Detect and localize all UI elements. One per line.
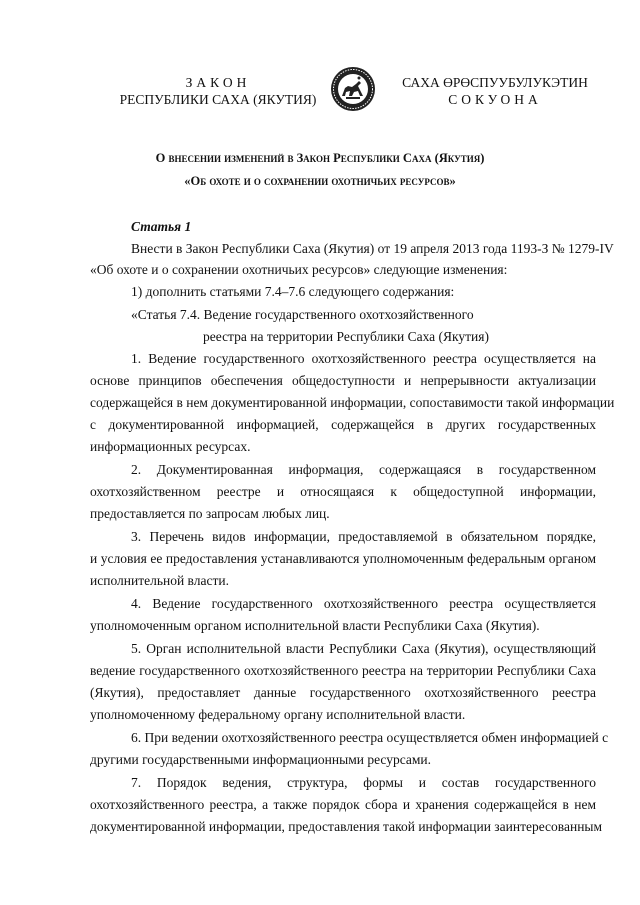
text-line: уполномоченным органом исполнительной власти Республики Саха (Якутия). [90, 618, 540, 633]
text-line: (Якутия), предоставляет данные государственного охотхозяйственного реестра [90, 685, 596, 700]
text-line: охотхозяйственного реестра, а также порядок сбора и хранения содержащейся в нем [90, 797, 596, 812]
text-line: 2. Документированная информация, содержащаяся в государственном [131, 462, 596, 477]
text-line: другими государственными информационными ресурсами. [90, 752, 432, 767]
text-line: «Статья 7.4. Ведение государственного охотхозяйственного [131, 307, 474, 322]
header-left [118, 74, 318, 108]
text-line: информационных ресурсах. [90, 439, 251, 454]
text-line: 7. Порядок ведения, структура, формы и состав государственного [131, 775, 596, 790]
text-line: охотхозяйственном реестре и относящаяся к общедоступной информации, [90, 484, 596, 499]
document-title-line2: «Об охоте и о сохранении охотничьих ресурсов» [184, 174, 456, 188]
text-line: документированной информации, предоставления такой информации заинтересованным [90, 819, 603, 834]
text-line: «Об охоте и о сохранении охотничьих ресурсов» следующие изменения: [90, 262, 508, 277]
law-label: ЗАКОН [185, 75, 251, 90]
text-line: 3. Перечень видов информации, предоставляемой в обязательном порядке, [131, 529, 596, 544]
text-line: Внести в Закон Республики Саха (Якутия) от 19 апреля 2013 года 1193-З № 1279-IV [131, 241, 614, 256]
header-right [395, 74, 595, 108]
text-line: 1) дополнить статьями 7.4–7.6 следующего содержания: [131, 284, 455, 299]
republic-name: РЕСПУБЛИКИ САХА (ЯКУТИЯ) [119, 92, 317, 107]
text-line: реестра на территории Республики Саха (Якутия) [203, 329, 489, 344]
text-line: с документированной информацией, содержащейся в других государственных [90, 417, 596, 432]
document-title-line1: О внесении изменений в Закон Республики Саха (Якутия) [155, 151, 485, 165]
text-line: содержащейся в нем документированной информации, сопоставимости такой информации [90, 395, 615, 410]
article-heading: Статья 1 [131, 219, 192, 234]
republic-name-sakha: САХА ӨРӨСПУУБУЛУКЭТИН [402, 75, 588, 90]
text-line: 6. При ведении охотхозяйственного реестра осуществляется обмен информацией с [131, 730, 609, 745]
text-line: 5. Орган исполнительной власти Республики Саха (Якутия), осуществляющий [131, 641, 596, 656]
text-line: основе принципов обеспечения общедоступности и непрерывности актуализации [90, 373, 596, 388]
text-line: 4. Ведение государственного охотхозяйственного реестра осуществляется [131, 596, 596, 611]
text-line: предоставляется по запросам любых лиц. [90, 506, 330, 521]
text-line: 1. Ведение государственного охотхозяйственного реестра осуществляется на [131, 351, 596, 366]
text-line: ведение государственного охотхозяйственного реестра на территории Республики Саха [90, 663, 596, 678]
text-line: исполнительной власти. [90, 573, 229, 588]
law-label-sakha: СОКУОНА [448, 92, 542, 107]
text-line: уполномоченному федеральному органу исполнительной власти. [90, 707, 466, 722]
sakha-coat-of-arms-icon [330, 66, 376, 112]
text-line: и условия ее предоставления устанавливаются уполномоченным федеральным органом [90, 551, 596, 566]
